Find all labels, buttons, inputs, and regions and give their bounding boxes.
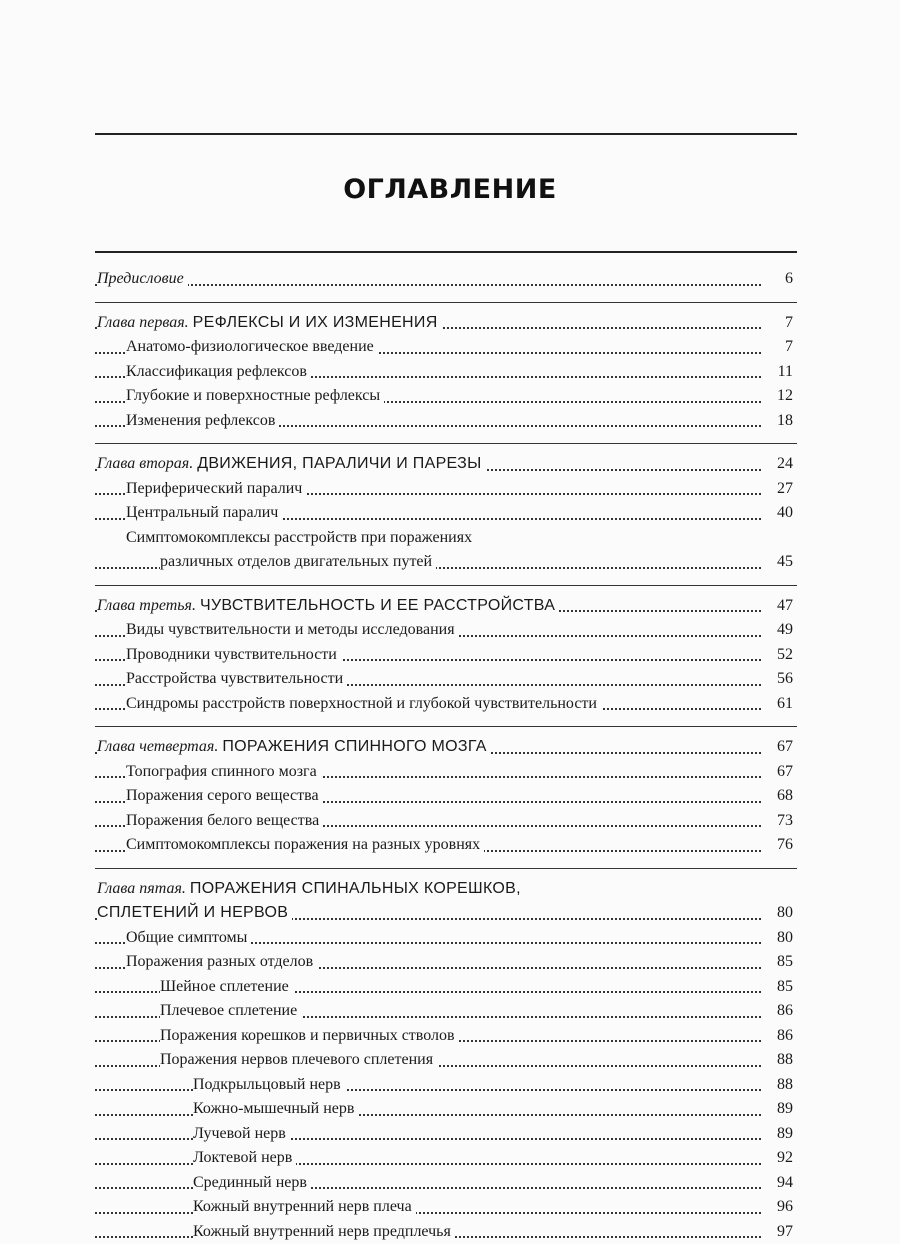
entry-label: Локтевой нерв <box>193 1149 292 1166</box>
entry-label: Поражения белого вещества <box>126 812 319 829</box>
page-number: 68 <box>773 784 793 809</box>
page-number: 76 <box>773 833 793 858</box>
toc-chapter-entry[interactable] <box>95 594 797 619</box>
page-number: 85 <box>773 975 793 1000</box>
toc-entry[interactable] <box>95 1220 797 1244</box>
entry-label: Плечевое сплетение <box>160 1002 297 1019</box>
entry-label: Периферический паралич <box>126 480 302 497</box>
page-number: 18 <box>773 409 793 434</box>
entry-label: Глава третья. <box>97 597 196 614</box>
toc-entry[interactable] <box>95 667 797 692</box>
entry-label: Анатомо-физиологическое введение <box>126 338 374 355</box>
toc-entry[interactable] <box>95 335 797 360</box>
toc-entry[interactable] <box>95 477 797 502</box>
entry-label: Глава вторая. <box>97 455 193 472</box>
page-number: 56 <box>773 667 793 692</box>
chapter-caption: ПОРАЖЕНИЯ СПИННОГО МОЗГА <box>222 738 486 755</box>
page-number: 7 <box>781 335 793 360</box>
entry-label: Глава первая. <box>97 314 189 331</box>
toc-entry[interactable] <box>95 618 797 643</box>
entry-label: Предисловие <box>97 270 184 287</box>
toc-entry[interactable] <box>95 809 797 834</box>
page-number: 61 <box>773 692 793 717</box>
chapter-caption: РЕФЛЕКСЫ И ИХ ИЗМЕНЕНИЯ <box>193 314 438 331</box>
entry-label: Общие симптомы <box>126 929 247 946</box>
toc-chapter-entry[interactable] <box>95 735 797 760</box>
toc-chapter-entry[interactable] <box>95 452 797 477</box>
entry-label: Поражения корешков и первичных стволов <box>160 1027 455 1044</box>
page-number: 49 <box>773 618 793 643</box>
page-number: 86 <box>773 999 793 1024</box>
page-number: 73 <box>773 809 793 834</box>
toc-entry[interactable] <box>95 643 797 668</box>
entry-label: Шейное сплетение <box>160 978 289 995</box>
entry-label: Кожно-мышечный нерв <box>193 1100 354 1117</box>
toc-entry[interactable] <box>95 1171 797 1196</box>
toc-entry[interactable] <box>95 1097 797 1122</box>
toc-entry[interactable] <box>95 975 797 1000</box>
entry-label: Срединный нерв <box>193 1174 307 1191</box>
chapter-caption: СПЛЕТЕНИЙ И НЕРВОВ <box>97 904 288 921</box>
page-title: ОГЛАВЛЕНИЕ <box>0 174 900 205</box>
page-number: 80 <box>773 926 793 951</box>
top-rule <box>95 133 797 135</box>
entry-label: различных отделов двигательных путей <box>160 553 432 570</box>
toc-chapter-entry[interactable] <box>95 311 797 336</box>
entry-label: Проводники чувствительности <box>126 646 337 663</box>
entry-label: Кожный внутренний нерв плеча <box>193 1198 412 1215</box>
entry-label: Подкрыльцовый нерв <box>193 1076 341 1093</box>
page-number: 52 <box>773 643 793 668</box>
table-of-contents <box>95 265 797 1244</box>
toc-entry[interactable] <box>95 784 797 809</box>
chapter-caption: ДВИЖЕНИЯ, ПАРАЛИЧИ И ПАРЕЗЫ <box>197 455 481 472</box>
toc-entry[interactable] <box>95 1122 797 1147</box>
page-number: 86 <box>773 1024 793 1049</box>
entry-label: Расстройства чувствительности <box>126 670 343 687</box>
toc-entry[interactable] <box>95 360 797 385</box>
page-number: 11 <box>774 360 793 385</box>
title-rule <box>95 251 797 253</box>
toc-entry[interactable] <box>95 926 797 951</box>
page-number: 89 <box>773 1122 793 1147</box>
entry-label: Топография спинного мозга <box>126 763 317 780</box>
page-number: 7 <box>781 311 793 336</box>
toc-entry[interactable] <box>95 526 797 551</box>
page-number: 80 <box>773 901 793 926</box>
toc-chapter-entry[interactable] <box>95 901 797 926</box>
toc-entry[interactable] <box>95 692 797 717</box>
chapter-caption: ЧУВСТВИТЕЛЬНОСТЬ И ЕЕ РАССТРОЙСТВА <box>200 597 555 614</box>
entry-label: Поражения нервов плечевого сплетения <box>160 1051 433 1068</box>
toc-entry[interactable] <box>95 1048 797 1073</box>
entry-label: Поражения серого вещества <box>126 787 319 804</box>
entry-label: Симптомокомплексы поражения на разных уровнях <box>126 836 480 853</box>
toc-entry[interactable] <box>95 999 797 1024</box>
page-number: 27 <box>773 477 793 502</box>
dot-leader <box>95 284 761 286</box>
entry-label: Изменения рефлексов <box>126 412 275 429</box>
toc-entry[interactable] <box>95 1195 797 1220</box>
entry-label: Кожный внутренний нерв предплечья <box>193 1223 451 1240</box>
toc-entry[interactable] <box>95 501 797 526</box>
entry-label: Синдромы расстройств поверхностной и глубокой чувствительности <box>126 695 597 712</box>
page-number: 12 <box>773 384 793 409</box>
page-number: 85 <box>773 950 793 975</box>
page-number: 96 <box>773 1195 793 1220</box>
toc-entry[interactable] <box>95 833 797 858</box>
entry-label: Виды чувствительности и методы исследования <box>126 621 455 638</box>
page-number: 45 <box>773 550 793 575</box>
entry-label: Глава четвертая. <box>97 738 218 755</box>
chapter-caption: ПОРАЖЕНИЯ СПИНАЛЬНЫХ КОРЕШКОВ, <box>190 880 521 897</box>
page-number: 67 <box>773 735 793 760</box>
entry-label: Классификация рефлексов <box>126 363 307 380</box>
toc-entry[interactable] <box>95 760 797 785</box>
toc-entry[interactable] <box>95 409 797 434</box>
page-number: 92 <box>773 1146 793 1171</box>
page-number: 47 <box>773 594 793 619</box>
page-number: 6 <box>781 267 793 292</box>
page-number: 67 <box>773 760 793 785</box>
page-number: 24 <box>773 452 793 477</box>
page-number: 88 <box>773 1073 793 1098</box>
entry-label: Симптомокомплексы расстройств при поражениях <box>126 529 472 546</box>
toc-chapter-entry[interactable] <box>95 267 797 292</box>
page-number: 89 <box>773 1097 793 1122</box>
entry-label: Поражения разных отделов <box>126 953 313 970</box>
entry-label: Глава пятая. <box>97 880 186 897</box>
page-number: 97 <box>773 1220 793 1244</box>
toc-entry[interactable] <box>95 384 797 409</box>
entry-label: Лучевой нерв <box>193 1125 286 1142</box>
page-number: 88 <box>773 1048 793 1073</box>
toc-entry[interactable] <box>95 1146 797 1171</box>
entry-label: Центральный паралич <box>126 504 278 521</box>
toc-chapter-entry[interactable] <box>95 877 797 902</box>
page-number: 40 <box>773 501 793 526</box>
toc-entry[interactable] <box>95 1073 797 1098</box>
toc-entry[interactable] <box>95 550 797 575</box>
toc-entry[interactable] <box>95 950 797 975</box>
entry-label: Глубокие и поверхностные рефлексы <box>126 387 380 404</box>
toc-entry[interactable] <box>95 1024 797 1049</box>
page-number: 94 <box>773 1171 793 1196</box>
